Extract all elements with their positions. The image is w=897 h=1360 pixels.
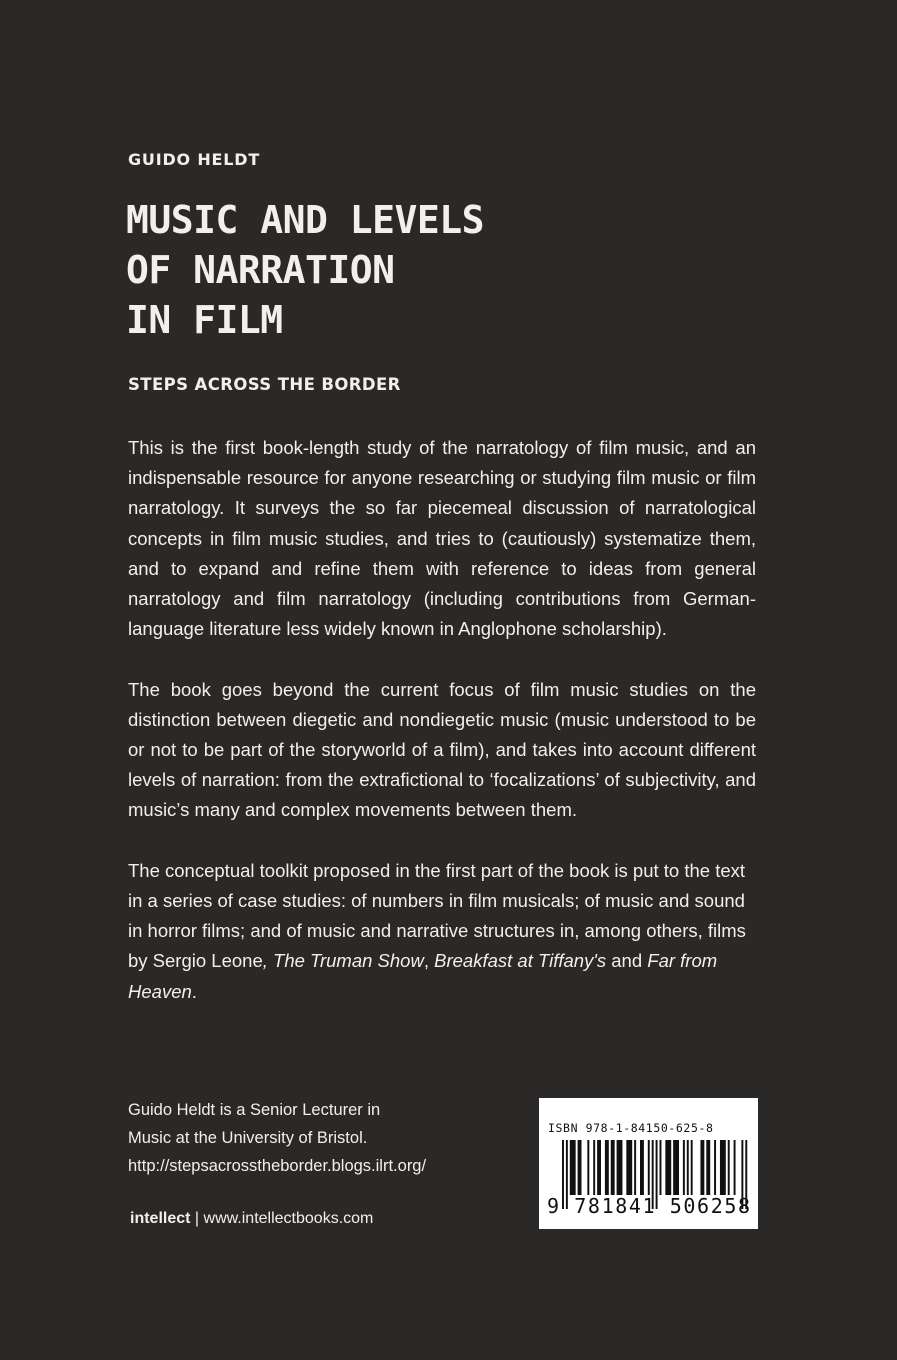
bio-line-1: Guido Heldt is a Senior Lecturer in	[128, 1101, 381, 1119]
barcode-bar-20	[687, 1140, 689, 1195]
author-name: GUIDO HELDT	[128, 150, 261, 169]
barcode-bar-25	[720, 1140, 726, 1195]
paragraph-3-lead: The conceptual toolkit proposed in the first part of the book is put to the text in a series of case studies: of numbers in film musicals; of music and sound in horror films; and of music and narrative structures in, among others, films by Sergio Leone	[128, 859, 746, 972]
description-paragraph-1: This is the first book-length study of the narratology of film music, and an indispensable resource for anyone researching or studying film music or film narratology. It surveys the so far piecemeal discussion of narratological concepts in film music studies, and tries to (cautiously) systematize them, and to expand and refine them with reference to ideas from general narratology and film narratology (including contributions from German-language literature less widely known in Anglophone scholarship).	[128, 437, 756, 640]
publisher-brand: intellect	[130, 1210, 191, 1227]
film-title-truman-show: The Truman Show	[273, 950, 424, 972]
barcode-bar-13	[648, 1140, 650, 1195]
author-bio	[128, 1096, 518, 1180]
publisher-website[interactable]: www.intellectbooks.com	[203, 1210, 374, 1227]
isbn-number: ISBN 978-1-84150-625-8	[548, 1121, 714, 1135]
book-description	[128, 433, 756, 1007]
barcode-bar-17	[665, 1140, 671, 1195]
paragraph-3-end: .	[191, 980, 197, 1002]
title-line-1: MUSIC AND LEVELS	[126, 198, 485, 242]
publisher-line	[130, 1210, 373, 1228]
title-line-2: OF NARRATION	[126, 248, 395, 292]
barcode-bar-23	[706, 1140, 710, 1195]
barcode-bar-9	[617, 1140, 623, 1195]
and-separator: and	[606, 950, 648, 972]
barcode-bar-5	[593, 1140, 595, 1195]
description-paragraph-3	[128, 856, 756, 1007]
barcode-bar-7	[605, 1140, 609, 1195]
publisher-separator: |	[190, 1210, 204, 1227]
isbn-barcode	[539, 1098, 758, 1229]
bio-website-link[interactable]: http://stepsacrosstheborder.blogs.ilrt.org/	[128, 1157, 427, 1175]
barcode-bar-8	[611, 1140, 615, 1195]
barcode-bar-4	[587, 1140, 589, 1195]
barcode-bar-12	[640, 1140, 644, 1195]
barcode-bar-10	[626, 1140, 632, 1195]
barcode-bar-19	[683, 1140, 685, 1195]
barcode-bar-21	[691, 1140, 693, 1195]
comma-separator: ,	[262, 950, 274, 972]
barcode-bar-27	[734, 1140, 736, 1195]
barcode-bar-11	[634, 1140, 636, 1195]
barcode-bar-6	[597, 1140, 601, 1195]
film-title-breakfast-at-tiffanys: Breakfast at Tiffany's	[434, 950, 607, 972]
barcode-bar-22	[700, 1140, 704, 1195]
barcode-bar-24	[714, 1140, 716, 1195]
description-paragraph-2: The book goes beyond the current focus of film music studies on the distinction between diegetic and nondiegetic music (music understood to be or not to be part of the storyworld of a film), and takes into account different levels of narration: from the extrafictional to ‘focalizations’ of subjectivity, and music’s many and complex movements between them.	[128, 678, 756, 821]
barcode-bar-16	[660, 1140, 662, 1195]
book-subtitle: STEPS ACROSS THE BORDER	[128, 375, 401, 394]
barcode-bar-18	[673, 1140, 679, 1195]
barcode-bar-26	[728, 1140, 730, 1195]
title-line-3: IN FILM	[126, 298, 283, 342]
bio-line-2: Music at the University of Bristol.	[128, 1129, 368, 1147]
barcode-bar-3	[578, 1140, 582, 1195]
comma-separator-2: ,	[423, 950, 435, 972]
barcode-bar-2	[570, 1140, 576, 1195]
book-title	[126, 195, 686, 345]
film-title-far-from-heaven: Far from Heaven	[128, 950, 718, 1002]
ean-digits: 9 781841 506258	[547, 1194, 752, 1218]
